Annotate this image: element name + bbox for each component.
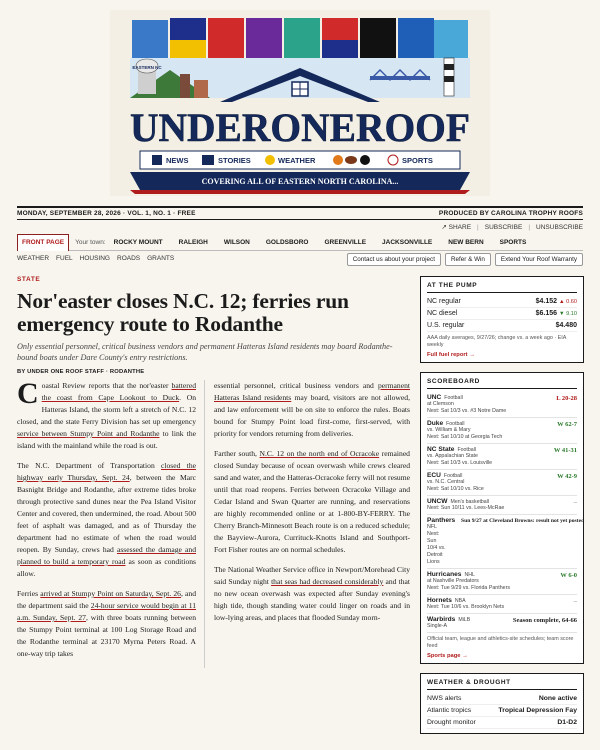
team-sport: NHL	[464, 572, 475, 578]
game-detail: vs. N.C. Central	[427, 479, 465, 485]
town-link-sports[interactable]: SPORTS	[499, 238, 527, 246]
game-detail: vs. Appalachian State	[427, 453, 478, 459]
town-link-rocky-mount[interactable]: ROCKY MOUNT	[113, 238, 163, 246]
game-detail: 10/4 vs.	[427, 545, 446, 551]
scoreboard-row[interactable]	[427, 418, 577, 444]
article-headline[interactable]: Nor'easter closes N.C. 12; ferries run emergency route to Rodanthe	[17, 289, 349, 336]
article-link[interactable]: battered the coast from Cape Lookout to Duck	[41, 381, 196, 402]
town-nav	[17, 234, 583, 251]
scoreboard-row[interactable]	[427, 392, 577, 418]
section-link-weather[interactable]: WEATHER	[17, 255, 50, 262]
article-byline: BY UNDER ONE ROOF STAFF · RODANTHE	[17, 369, 145, 375]
article-paragraph: essential personnel, critical business vendors and permanent Hatteras Island residents may board, visitors are not allowed, and law enforcement will be on site to enforce the rules. Boats bound for Stumpy Point load first-come, first-served, with priority for vendors returning from deliveries.	[214, 381, 410, 438]
team-sport: MiLB	[458, 617, 471, 623]
team-sport: NBA	[454, 598, 466, 604]
share-link[interactable]: ↗ SHARE	[441, 224, 472, 231]
town-link-wilson[interactable]: WILSON	[223, 238, 250, 246]
game-detail: NFL	[427, 524, 438, 530]
section-link-fuel[interactable]: FUEL	[56, 255, 73, 262]
article-link[interactable]: arrived at Stumpy Point on Saturday, Sept. 26	[40, 589, 181, 598]
scoreboard-row[interactable]	[427, 595, 577, 614]
town-link-raleigh[interactable]: RALEIGH	[178, 238, 208, 246]
section-link-housing[interactable]: HOUSING	[79, 255, 110, 262]
town-link-new-bern[interactable]: NEW BERN	[448, 238, 484, 246]
team-sport: Football	[444, 395, 463, 401]
share-row: ↗ SHARE | SUBSCRIBE | UNSUBSCRIBE	[441, 223, 583, 231]
team-name: UNCW	[427, 498, 448, 505]
pump-title: AT THE PUMP	[427, 280, 577, 293]
scoreboard-row[interactable]	[427, 515, 585, 569]
drop-cap: C	[17, 377, 39, 410]
scoreboard-row[interactable]	[427, 470, 577, 496]
sports-page-link[interactable]: Sports page →	[427, 653, 468, 659]
team-name: Hurricanes	[427, 571, 462, 578]
game-detail: Next: Sat 10/10 at Georgia Tech	[427, 434, 503, 440]
weather-row: Atlantic tropics Tropical Depression Fay	[427, 705, 577, 717]
game-result: Sun 9/27 at Cleveland Browns: result not yet posted	[461, 518, 585, 524]
svg-text:WEATHER: WEATHER	[278, 156, 316, 165]
article-column-2	[204, 380, 410, 668]
pump-row: NC diesel $6.156 ▼ 9.10	[427, 308, 577, 320]
team-sport: Football	[443, 473, 463, 479]
flags-banner	[132, 18, 468, 60]
game-result: –	[573, 598, 577, 605]
scoreboard-row[interactable]	[427, 569, 577, 595]
svg-text:SPORTS: SPORTS	[402, 156, 433, 165]
section-link-grants[interactable]: GRANTS	[147, 255, 175, 262]
article-link[interactable]: assessed the damage and planned to build a temporary road	[17, 545, 196, 566]
team-name: ECU	[427, 472, 441, 479]
town-link-goldsboro[interactable]: GOLDSBORO	[265, 238, 309, 246]
pump-row: U.S. regular $4.480	[427, 320, 577, 332]
issue-date: MONDAY, SEPTEMBER 28, 2026 · VOL. 1, NO. 1 · FREE	[17, 210, 196, 217]
article-kicker: STATE	[17, 276, 41, 283]
game-detail: Lions	[427, 559, 440, 565]
article-column-1	[17, 377, 204, 668]
lead-article	[17, 276, 411, 658]
section-nav	[17, 255, 174, 262]
weather-box	[420, 673, 584, 734]
game-detail: Next: Sat 10/3 vs. #3 Notre Dame	[427, 408, 507, 414]
game-result: –	[573, 499, 577, 506]
game-detail: Next: Sat 10/10 vs. Rice	[427, 486, 484, 492]
price-change: ▲ 0.60	[559, 299, 577, 305]
your-town-label: Your town:	[75, 238, 106, 246]
svg-text:COVERING ALL OF EASTERN NORTH: COVERING ALL OF EASTERN NORTH CAROLINA...	[201, 177, 399, 186]
team-name: Panthers	[427, 517, 456, 524]
pump-note: AAA daily averages, 9/27/26; change vs. a week ago · EIA weekly	[427, 335, 567, 348]
article-dek: Only essential personnel, critical business vendors and permanent Hatteras Island residents may board Rodanthe-bound boats under Dare County's entry restrictions.	[17, 342, 393, 362]
scoreboard-row[interactable]	[427, 496, 577, 515]
section-link-roads[interactable]: ROADS	[117, 255, 141, 262]
town-link-jacksonville[interactable]: JACKSONVILLE	[382, 238, 433, 246]
town-link-greenville[interactable]: GREENVILLE	[324, 238, 367, 246]
article-link[interactable]: that seas had decreased considerably	[271, 577, 384, 586]
price-change: ▼ 9.10	[559, 311, 577, 317]
game-result: W 41-31	[553, 447, 577, 454]
game-detail: Next:	[427, 531, 440, 537]
team-name: Warbirds	[427, 616, 456, 623]
date-bar	[17, 206, 583, 220]
team-name: NC State	[427, 446, 455, 453]
game-detail: Next: Sun 10/11 vs. Lees-McRae	[427, 505, 505, 511]
article-paragraph: Ferries arrived at Stumpy Point on Saturday, Sept. 26, and the department said the 24-hour service would begin at 11 a.m. Sunday, Sept. 27, with three boats running between the Stumpy Point terminal at 100 Log Storage Road and the Rodanthe terminal at 23170 Myrna Peters Road. A one-way trip takes	[17, 589, 197, 658]
article-link[interactable]: N.C. 12 on the north end of Ocracoke	[259, 449, 380, 458]
game-detail: Next: Tue 9/29 vs. Florida Panthers	[427, 585, 511, 591]
scoreboard-box	[420, 372, 584, 664]
game-result: W 62-7	[557, 421, 577, 428]
pump-box	[420, 276, 584, 363]
article-paragraph: Farther south, N.C. 12 on the north end of Ocracoke remained closed Sunday because of ocean overwash while crews cleared sand and water, and the Hatteras-Ocracoke ferry will not resume until that road reopens. Ferries between Ocracoke Village and Cedar Island and Swan Quarter are running, and reservations are highly recommended online or at 1-800-BY-FERRY. The Cherry Branch-Minnesott Beach route is on a reduced schedule; the Bayview-Aurora, Currituck-Knotts Island and Southport-Fort Fisher routes are on normal schedules.	[214, 449, 410, 554]
fuel-report-link[interactable]: Full fuel report →	[427, 352, 475, 358]
game-result: Season complete, 64-66	[512, 617, 577, 624]
svg-text:UNDERONEROOF: UNDERONEROOF	[130, 105, 470, 150]
svg-text:STORIES: STORIES	[218, 156, 251, 165]
article-paragraph: The N.C. Department of Transportation closed the highway early Thursday, Sept. 24, between the Marc Basnight Bridge and Rodanthe, after extreme tides broke through protective sand dunes near the Pea Island Visitor Center and covered, then undermined, the road. About 500 feet of asphalt was damaged, and as of Thursday the department had no estimate of when the road would reopen. By Sunday, crews had assessed the damage and planned to build a temporary road as soon as conditions allow.	[17, 461, 196, 578]
unsubscribe-link[interactable]: UNSUBSCRIBE	[536, 223, 583, 231]
svg-text:NEWS: NEWS	[166, 156, 189, 165]
contact-button[interactable]: Contact us about your project	[347, 253, 441, 266]
game-detail: Next: Tue 10/6 vs. Brooklyn Nets	[427, 604, 505, 610]
sidebar	[420, 276, 584, 743]
article-link[interactable]: closed the highway early Thursday, Sept. 24	[17, 461, 196, 482]
svg-text:EASTERN NC: EASTERN NC	[132, 65, 162, 70]
article-link[interactable]: service between Stumpy Point and Rodanthe	[17, 429, 160, 438]
weather-row: Drought monitor D1-D2	[427, 717, 577, 729]
article-paragraph: Coastal Review reports that the nor'easter battered the coast from Cape Lookout to Duck. On Hatteras Island, the storm left a stretch of N.C. 12 closed, and the state Ferry Division has set up emergency service between Stumpy Point and Rodanthe to link the island with the mainland while the road is out.	[17, 377, 196, 450]
game-result: L 20-28	[556, 395, 577, 402]
masthead-logo	[110, 10, 490, 196]
cta-pills	[347, 253, 583, 266]
game-detail: Single-A	[427, 623, 448, 629]
game-detail: at Clemson	[427, 401, 454, 407]
team-sport: Football	[446, 421, 465, 427]
game-detail: at Nashville Predators	[427, 578, 479, 584]
weather-row: NWS alerts None active	[427, 693, 577, 705]
game-detail: Next: Sat 10/3 vs. Louisville	[427, 460, 493, 466]
scoreboard-row[interactable]	[427, 614, 577, 633]
team-name: Hornets	[427, 597, 452, 604]
article-paragraph: The National Weather Service office in Newport/Morehead City said Sunday night that seas had decreased considerably and that no new ocean overwash was expected after Sunday evening's high tide, though standing water could linger on roads and in low-lying areas, and places that flooded Sunday morn-	[214, 565, 411, 622]
game-result: W 42-9	[557, 473, 577, 480]
game-detail: Sun	[427, 538, 437, 544]
scoreboard-title: SCOREBOARD	[427, 376, 577, 389]
team-sport: Men's basketball	[450, 499, 489, 505]
tab-front-page[interactable]: FRONT PAGE	[17, 234, 69, 251]
refer-win-button[interactable]: Refer & Win	[445, 253, 491, 266]
produced-by: PRODUCED BY CAROLINA TROPHY ROOFS	[438, 210, 583, 217]
game-detail: vs. William & Mary	[427, 427, 471, 433]
team-name: Duke	[427, 420, 444, 427]
team-sport: Football	[457, 447, 476, 453]
weather-title: WEATHER & DROUGHT	[427, 677, 577, 690]
article-link[interactable]: permanent Hatteras Island residents	[214, 381, 410, 402]
article-body	[17, 377, 411, 668]
game-detail: Detroit	[427, 552, 443, 558]
subscribe-link[interactable]: SUBSCRIBE	[484, 223, 523, 231]
scoreboard-note: Official team, league and athletics-site schedules; team score feed	[427, 636, 574, 649]
article-link[interactable]: 24-hour service would begin at 11 a.m. Sunday, Sept. 27	[17, 601, 197, 622]
team-name: UNC	[427, 394, 442, 401]
pump-row: NC regular $4.152 ▲ 0.60	[427, 296, 577, 308]
scoreboard-row[interactable]	[427, 444, 577, 470]
game-result: W 6-0	[560, 572, 577, 579]
extend-warranty-button[interactable]: Extend Your Roof Warranty	[495, 253, 583, 266]
